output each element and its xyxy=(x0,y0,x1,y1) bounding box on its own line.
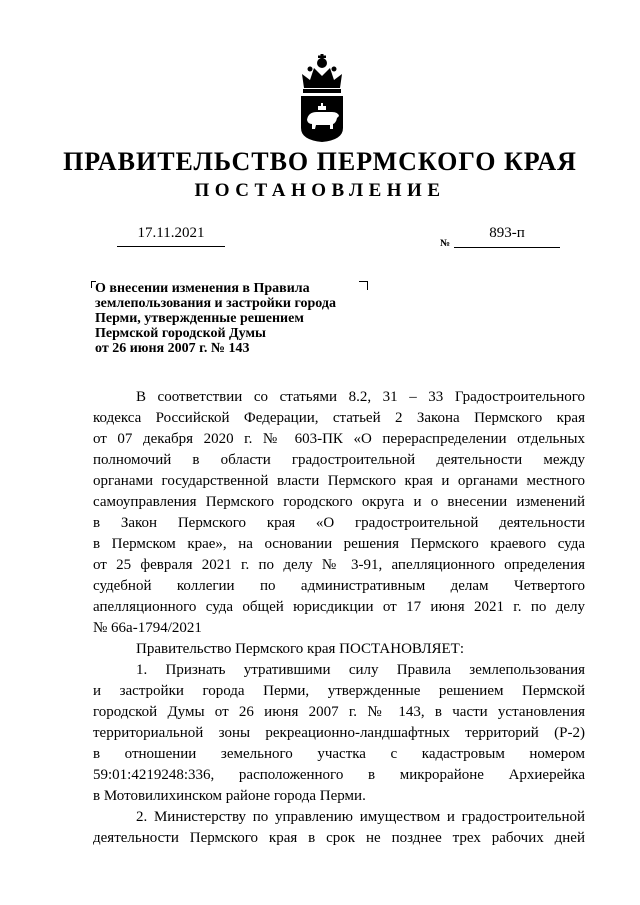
number-sign: № xyxy=(440,238,451,249)
body-line: полномочий в области градостроительной деятельности между xyxy=(93,452,585,468)
subject-line: Пермской городской Думы xyxy=(95,326,266,341)
body-line: самоуправления Пермского городского округа и о внесении изменений xyxy=(93,494,585,510)
body-line: территориальной зоны рекреационно-ландшафтных территорий (Р-2) xyxy=(93,725,585,741)
body-line: органами государственной власти Пермского края и органами местного xyxy=(93,473,585,489)
body-line: в Мотовилихинском районе города Перми. xyxy=(93,788,366,804)
perm-krai-coat-of-arms-icon xyxy=(292,52,352,144)
body-line: 1. Признать утратившими силу Правила землепользования xyxy=(136,662,585,678)
subject-line: О внесении изменения в Правила xyxy=(95,281,310,296)
body-line: в отношении земельного участка с кадастровым номером xyxy=(93,746,585,762)
body-line: деятельности Пермского края в срок не позднее трех рабочих дней xyxy=(93,830,585,846)
body-line: и застройки города Перми, утвержденные решением Пермской xyxy=(93,683,585,699)
document-number xyxy=(440,224,560,254)
organization-title: ПРАВИТЕЛЬСТВО ПЕРМСКОГО КРАЯ xyxy=(63,147,577,176)
body-line: городской Думы от 26 июня 2007 г. № 143, в части установления xyxy=(93,704,585,720)
document-type: ПОСТАНОВЛЕНИЕ xyxy=(194,180,446,201)
number-underline xyxy=(454,247,560,248)
body-line: № 66а-1794/2021 xyxy=(93,620,202,636)
body-line: 59:01:4219248:336, расположенного в микрорайоне Архиерейка xyxy=(93,767,585,783)
body-line: от 25 февраля 2021 г. по делу № 3-91, апелляционного определения xyxy=(93,557,585,573)
document-subject xyxy=(95,281,360,356)
body-line: от 07 декабря 2020 г. № 603-ПК «О перераспределении отдельных xyxy=(93,431,585,447)
subject-line: землепользования и застройки города xyxy=(95,296,336,311)
body-line: в Закон Пермского края «О градостроительной деятельности xyxy=(93,515,585,531)
body-line: апелляционного суда общей юрисдикции от 17 июня 2021 г. по делу xyxy=(93,599,585,615)
document-body xyxy=(93,387,585,849)
body-line: кодекса Российской Федерации, статьей 2 Закона Пермского края xyxy=(93,410,585,426)
subject-corner-right xyxy=(359,281,368,290)
body-line: в Пермском крае», на основании решения Пермского краевого суда xyxy=(93,536,585,552)
body-line: Правительство Пермского края ПОСТАНОВЛЯЕТ: xyxy=(136,641,465,657)
date-value: 17.11.2021 xyxy=(137,225,205,241)
date-underline xyxy=(117,246,225,247)
number-value: 893-п xyxy=(489,225,525,241)
body-line: 2. Министерству по управлению имуществом и градостроительной xyxy=(136,809,585,825)
body-line: судебной коллегии по административным делам Четвертого xyxy=(93,578,585,594)
subject-line: Перми, утвержденные решением xyxy=(95,311,304,326)
subject-line: от 26 июня 2007 г. № 143 xyxy=(95,341,250,356)
document-date xyxy=(117,224,225,247)
body-line: В соответствии со статьями 8.2, 31 – 33 Градостроительного xyxy=(136,389,585,405)
